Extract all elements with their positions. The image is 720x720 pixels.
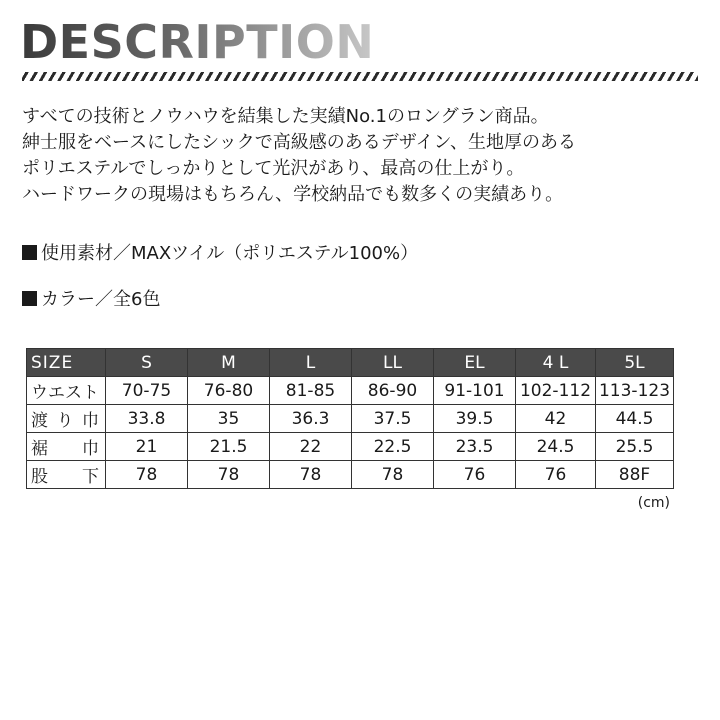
row-label-hem-width: 裾 巾 [27,433,106,461]
row-label-inseam: 股 下 [27,461,106,489]
color-spec-text: カラー／全6色 [41,289,161,310]
size-header-cell: S [106,349,188,377]
material-spec [22,242,418,266]
description-line: 紳士服をベースにしたシックで高級感のあるデザイン、生地厚のある [22,132,577,153]
table-cell: 76 [434,461,516,489]
product-description [22,104,702,208]
row-label-waist: ウエスト [27,377,106,405]
table-cell: 88F [596,461,674,489]
table-cell: 76-80 [188,377,270,405]
table-cell: 21.5 [188,433,270,461]
size-header-cell: M [188,349,270,377]
size-header-cell: 4 L [516,349,596,377]
table-cell: 35 [188,405,270,433]
table-cell: 37.5 [352,405,434,433]
table-cell: 25.5 [596,433,674,461]
table-cell: 36.3 [270,405,352,433]
table-cell: 42 [516,405,596,433]
description-line: すべての技術とノウハウを結集した実績No.1のロングラン商品。 [22,106,549,127]
color-spec [22,288,160,312]
page-title: DESCRIPTION [20,15,375,69]
table-cell: 23.5 [434,433,516,461]
table-row [27,377,674,405]
material-spec-text: 使用素材／MAXツイル（ポリエステル100%） [41,243,419,264]
size-header-label: SIZE [27,349,106,377]
size-header-cell: LL [352,349,434,377]
size-header-cell: 5L [596,349,674,377]
size-table-header-row [27,349,674,377]
table-cell: 78 [188,461,270,489]
size-header-cell: L [270,349,352,377]
size-table [26,348,674,489]
table-cell: 78 [352,461,434,489]
table-cell: 113-123 [596,377,674,405]
table-cell: 78 [106,461,188,489]
table-cell: 70-75 [106,377,188,405]
table-cell: 81-85 [270,377,352,405]
description-line: ポリエステルでしっかりとして光沢があり、最高の仕上がり。 [22,158,525,179]
table-row [27,461,674,489]
table-cell: 21 [106,433,188,461]
table-cell: 78 [270,461,352,489]
table-cell: 39.5 [434,405,516,433]
table-row [27,433,674,461]
square-bullet-icon [22,291,37,306]
table-cell: 86-90 [352,377,434,405]
table-cell: 33.8 [106,405,188,433]
table-cell: 22.5 [352,433,434,461]
diagonal-stripe-divider [22,72,698,81]
row-label-thigh-width: 渡り巾 [27,405,106,433]
size-header-cell: EL [434,349,516,377]
table-cell: 76 [516,461,596,489]
description-line: ハードワークの現場はもちろん、学校納品でも数多くの実績あり。 [22,184,564,205]
table-row [27,405,674,433]
table-cell: 91-101 [434,377,516,405]
unit-label: (cm) [637,495,670,511]
square-bullet-icon [22,245,37,260]
table-cell: 24.5 [516,433,596,461]
table-cell: 44.5 [596,405,674,433]
table-cell: 22 [270,433,352,461]
table-cell: 102-112 [516,377,596,405]
